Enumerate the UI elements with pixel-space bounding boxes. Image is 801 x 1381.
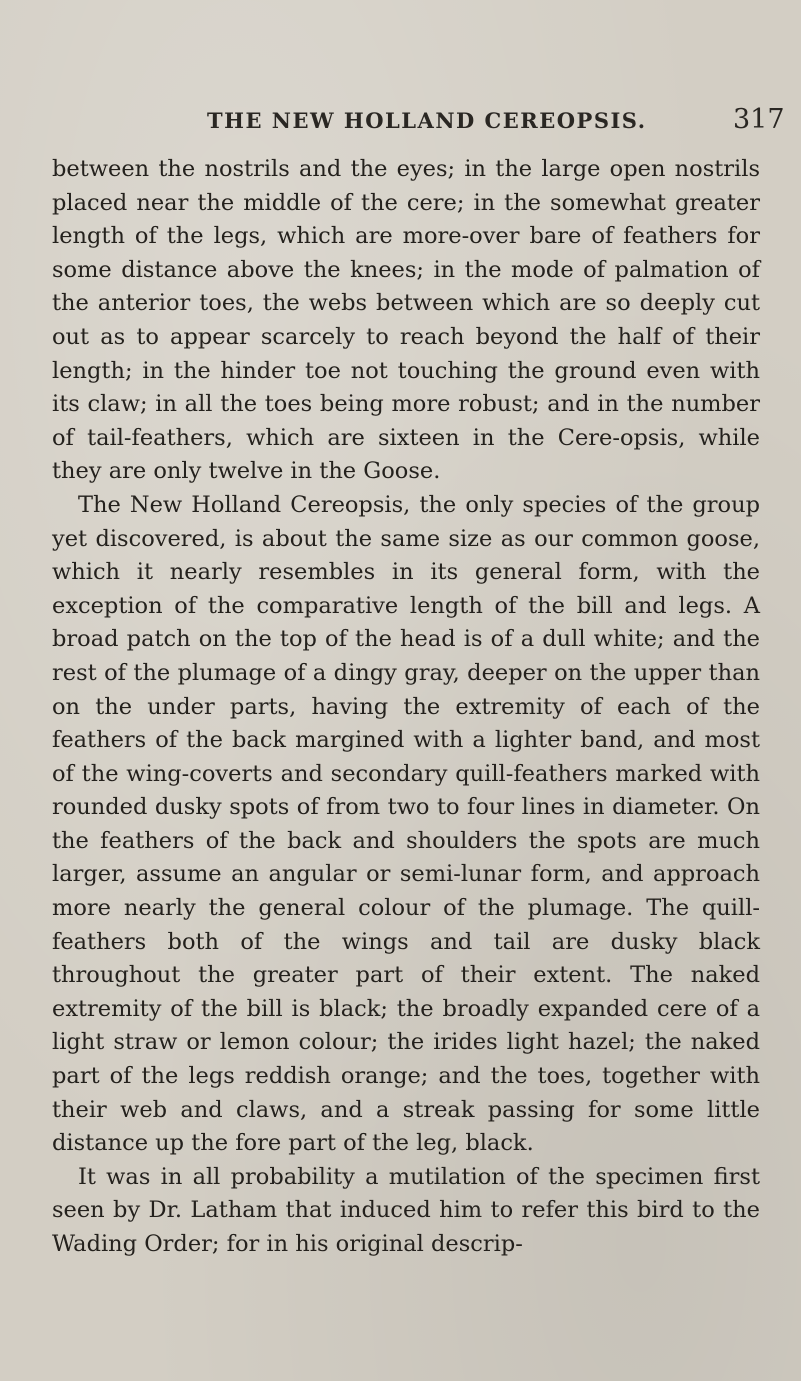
paragraph-latham: It was in all probability a mutilation of the specimen first seen by Dr. Latham that induced him to refer this bird to the Wading Order; for in his original descrip-	[52, 1163, 760, 1257]
body-text	[52, 153, 760, 1262]
running-title: THE NEW HOLLAND CEREOPSIS.	[207, 108, 647, 133]
running-head	[0, 104, 801, 138]
paragraph-description: The New Holland Cereopsis, the only species of the group yet discovered, is about the same size as our common goose, which it nearly resembles in its general form, with the exception of the comparative length of the bill and legs. A broad patch on the top of the head is of a dull white; and the rest of the plumage of a dingy gray, deeper on the upper than on the under parts, having the extremity of each of the feathers of the back margined with a lighter band, and most of the wing-coverts and secondary quill-feathers marked with rounded dusky spots of from two to four lines in diameter. On the feathers of the back and shoulders the spots are much larger, assume an angular or semi-lunar form, and approach more nearly the general colour of the plumage. The quill-feathers both of the wings and tail are dusky black throughout the greater part of their extent. The naked extremity of the bill is black; the broadly expanded cere of a light straw or lemon colour; the irides light hazel; the naked part of the legs reddish orange; and the toes, together with their web and claws, and a streak passing for some little distance up the fore part of the leg, black.	[52, 491, 760, 1157]
page-number: 317	[733, 104, 785, 135]
paragraph-continuation: between the nostrils and the eyes; in the large open nostrils placed near the middle of the cere; in the somewhat greater length of the legs, which are more-over bare of feathers for some distance above the knees; in the mode of palmation of the anterior toes, the webs between which are so deeply cut out as to appear scarcely to reach beyond the half of their length; in the hinder toe not touching the ground even with its claw; in all the toes being more robust; and in the number of tail-feathers, which are sixteen in the Cere-opsis, while they are only twelve in the Goose.	[52, 156, 760, 485]
